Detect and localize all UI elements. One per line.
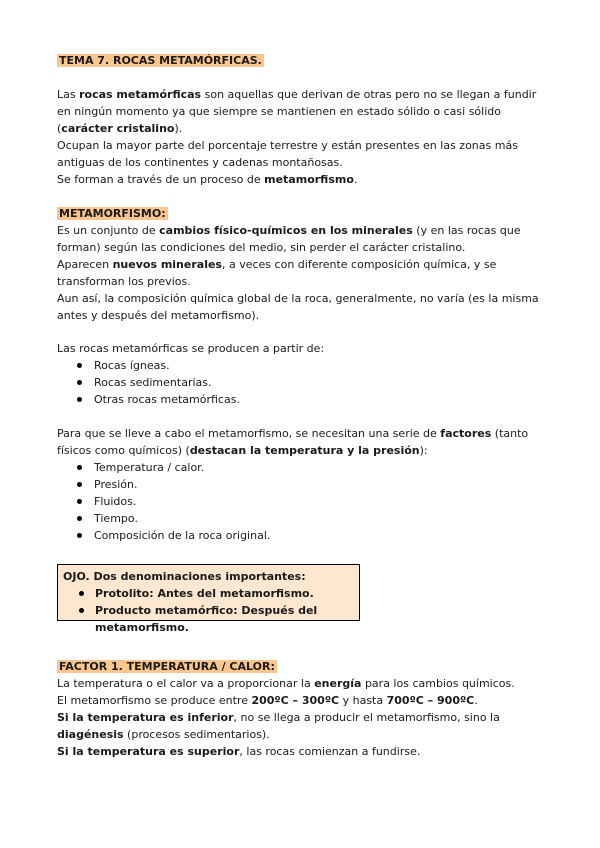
factores-intro: Para que se lleve a cabo el metamorfismo, se necesitan una serie de factores (tanto físicos como químicos) (destacan la temperatura y la presión): <box>57 427 529 457</box>
metamorfismo-heading: METAMORFISMO: <box>59 207 166 220</box>
metamorfismo-paragraph-1: Es un conjunto de cambios físico-químicos en los minerales (y en las rocas que forman) según las condiciones del medio, sin perder el carácter cristalino. <box>57 224 521 254</box>
origen-section <box>57 340 547 408</box>
origen-intro: Las rocas metamórficas se producen a partir de: <box>57 342 325 355</box>
page-title: TEMA 7. ROCAS METAMÓRFICAS. <box>59 54 262 67</box>
factores-list <box>57 459 547 544</box>
factor1-section <box>57 658 547 760</box>
metamorfismo-paragraph-2: Aparecen nuevos minerales, a veces con diferente composición química, y se transforman los previos. <box>57 258 497 288</box>
list-item: Producto metamórfico: Después del metamorfismo. <box>63 602 354 636</box>
title-block <box>57 52 547 69</box>
list-item: Temperatura / calor. <box>57 459 547 476</box>
metamorfismo-paragraph-3: Aun así, la composición química global de la roca, generalmente, no varía (es la misma antes y después del metamorfismo). <box>57 292 539 322</box>
list-item: Presión. <box>57 476 547 493</box>
callout-heading: OJO. Dos denominaciones importantes: <box>63 570 306 583</box>
list-item: Tiempo. <box>57 510 547 527</box>
factor1-heading: FACTOR 1. TEMPERATURA / CALOR: <box>59 660 275 673</box>
list-item: Composición de la roca original. <box>57 527 547 544</box>
origen-list <box>57 357 547 408</box>
factor1-paragraph-4: Si la temperatura es superior, las rocas comienzan a fundirse. <box>57 745 421 758</box>
factor1-paragraph-2: El metamorfismo se produce entre 200ºC – 300ºC y hasta 700ºC – 900ºC. <box>57 694 478 707</box>
list-item: Protolito: Antes del metamorfismo. <box>63 585 354 602</box>
intro-paragraph-3: Se forman a través de un proceso de metamorfismo. <box>57 173 358 186</box>
intro-section <box>57 86 547 188</box>
factores-section <box>57 425 547 544</box>
list-item: Rocas sedimentarias. <box>57 374 547 391</box>
callout-list <box>63 585 354 636</box>
list-item: Rocas ígneas. <box>57 357 547 374</box>
list-item: Fluidos. <box>57 493 547 510</box>
metamorfismo-section <box>57 205 547 324</box>
intro-paragraph-2: Ocupan la mayor parte del porcentaje terrestre y están presentes en las zonas más antiguas de los continentes y cadenas montañosas. <box>57 139 518 169</box>
factor1-paragraph-3: Si la temperatura es inferior, no se llega a producir el metamorfismo, sino la diagénesis (procesos sedimentarios). <box>57 711 500 741</box>
list-item: Otras rocas metamórficas. <box>57 391 547 408</box>
intro-paragraph-1: Las rocas metamórficas son aquellas que derivan de otras pero no se llegan a fundir en ningún momento ya que siempre se mantienen en estado sólido o casi sólido (carácter cristalino). <box>57 88 537 135</box>
factor1-paragraph-1: La temperatura o el calor va a proporcionar la energía para los cambios químicos. <box>57 677 515 690</box>
callout-box <box>57 564 360 634</box>
